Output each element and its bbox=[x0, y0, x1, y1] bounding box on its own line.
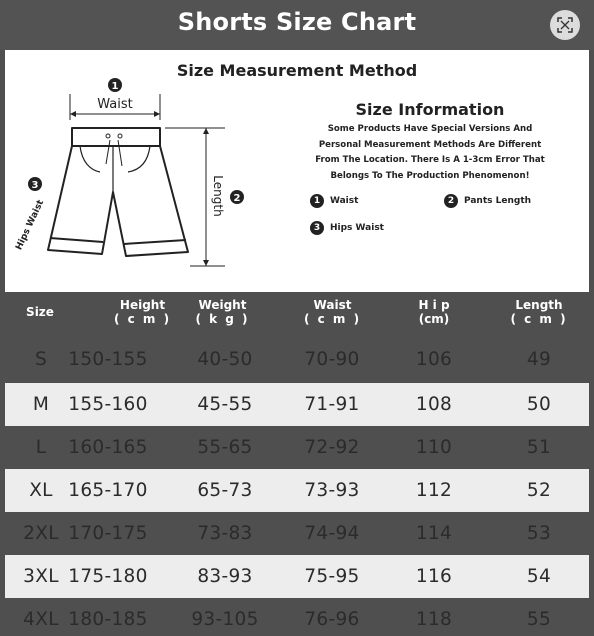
cell-size: 2XL bbox=[23, 523, 59, 544]
info-line: Belongs To The Production Phenomenon! bbox=[330, 170, 530, 181]
marker-number: 3 bbox=[31, 180, 39, 191]
hips-label: Hips Waist bbox=[14, 198, 47, 252]
cell-weight: 65-73 bbox=[197, 480, 253, 501]
cell-hip: 112 bbox=[415, 480, 453, 501]
column-header-hip bbox=[384, 292, 484, 332]
cell-waist: 70-90 bbox=[304, 349, 360, 370]
length-marker bbox=[165, 128, 244, 266]
page-title: Shorts Size Chart bbox=[177, 8, 417, 36]
header-unit: ( c m ) bbox=[303, 312, 362, 326]
cell-length: 49 bbox=[526, 349, 552, 370]
header-label: Height bbox=[119, 298, 166, 312]
cell-height: 170-175 bbox=[68, 523, 148, 544]
cell-weight: 40-50 bbox=[197, 349, 253, 370]
header-label: H i p bbox=[418, 298, 450, 312]
cell-waist: 75-95 bbox=[304, 566, 360, 587]
cell-hip: 118 bbox=[415, 609, 453, 630]
cell-height: 180-185 bbox=[68, 609, 148, 630]
table-row bbox=[5, 555, 589, 598]
cell-weight: 55-65 bbox=[197, 437, 253, 458]
cell-size: S bbox=[34, 349, 48, 370]
cell-size: L bbox=[35, 437, 47, 458]
cell-waist: 73-93 bbox=[304, 480, 360, 501]
legend-number: 2 bbox=[444, 194, 458, 208]
header-unit: ( c m ) bbox=[113, 312, 172, 326]
cell-length: 54 bbox=[526, 566, 552, 587]
cell-weight: 93-105 bbox=[191, 609, 259, 630]
column-header-size bbox=[5, 292, 75, 332]
info-title: Size Information bbox=[355, 100, 505, 119]
header-unit: (cm) bbox=[418, 312, 450, 326]
method-title: Size Measurement Method bbox=[176, 61, 418, 80]
cell-height: 150-155 bbox=[68, 349, 148, 370]
info-line: From The Location. There Is A 1-3cm Error That bbox=[315, 155, 545, 165]
table-row bbox=[5, 426, 589, 469]
cell-weight: 83-93 bbox=[197, 566, 253, 587]
table-row bbox=[5, 469, 589, 512]
legend-label: Pants Length bbox=[464, 196, 532, 206]
table-header bbox=[5, 292, 589, 332]
column-header-waist bbox=[275, 292, 390, 332]
header-label: Waist bbox=[313, 298, 352, 312]
cell-weight: 45-55 bbox=[197, 394, 253, 415]
cell-length: 52 bbox=[526, 480, 552, 501]
cell-hip: 108 bbox=[415, 394, 453, 415]
column-header-weight bbox=[165, 292, 280, 332]
expand-button[interactable] bbox=[550, 10, 580, 40]
marker-number: 2 bbox=[233, 193, 241, 204]
cell-height: 165-170 bbox=[68, 480, 148, 501]
header-bar bbox=[0, 0, 594, 50]
cell-waist: 72-92 bbox=[304, 437, 360, 458]
cell-size: 4XL bbox=[23, 609, 59, 630]
table-row bbox=[5, 338, 589, 381]
cell-hip: 106 bbox=[415, 349, 453, 370]
shorts-outline bbox=[48, 128, 188, 256]
cell-hip: 116 bbox=[415, 566, 453, 587]
info-line: Some Products Have Special Versions And bbox=[327, 124, 533, 134]
cell-length: 51 bbox=[526, 437, 552, 458]
legend-number: 3 bbox=[310, 221, 324, 235]
waist-marker bbox=[70, 78, 160, 120]
cell-waist: 74-94 bbox=[304, 523, 360, 544]
table-row bbox=[5, 598, 589, 636]
header-label: Length bbox=[515, 298, 563, 312]
cell-length: 50 bbox=[526, 394, 552, 415]
cell-size: XL bbox=[29, 480, 53, 501]
legend-number: 1 bbox=[310, 194, 324, 208]
cell-hip: 110 bbox=[415, 437, 453, 458]
cell-weight: 73-83 bbox=[197, 523, 253, 544]
cell-waist: 76-96 bbox=[304, 609, 360, 630]
header-unit: ( c m ) bbox=[510, 312, 568, 326]
waist-label: Waist bbox=[97, 97, 133, 112]
cell-height: 160-165 bbox=[68, 437, 148, 458]
info-line: Personal Measurement Methods Are Different bbox=[318, 139, 542, 150]
legend-item-waist bbox=[310, 194, 358, 208]
legend-label: Hips Waist bbox=[330, 223, 384, 233]
column-header-length bbox=[485, 292, 593, 332]
expand-icon bbox=[557, 17, 573, 33]
length-label: Length bbox=[211, 175, 225, 217]
header-unit: ( k g ) bbox=[195, 312, 250, 326]
cell-size: M bbox=[32, 394, 50, 415]
legend-item-hips-waist bbox=[310, 221, 384, 235]
marker-number: 1 bbox=[111, 81, 119, 92]
cell-height: 155-160 bbox=[68, 394, 148, 415]
cell-height: 175-180 bbox=[68, 566, 148, 587]
cell-length: 53 bbox=[526, 523, 552, 544]
cell-waist: 71-91 bbox=[304, 394, 360, 415]
header-label: Weight bbox=[198, 298, 247, 312]
hips-marker bbox=[14, 177, 46, 252]
legend-item-pants-length bbox=[444, 194, 531, 208]
info-text bbox=[310, 122, 550, 184]
legend-label: Waist bbox=[330, 196, 359, 206]
shorts-diagram bbox=[0, 74, 300, 286]
table-row bbox=[5, 383, 589, 426]
cell-hip: 114 bbox=[415, 523, 453, 544]
header-label: Size bbox=[26, 305, 54, 319]
cell-length: 55 bbox=[526, 609, 552, 630]
table-row bbox=[5, 512, 589, 555]
cell-size: 3XL bbox=[23, 566, 59, 587]
